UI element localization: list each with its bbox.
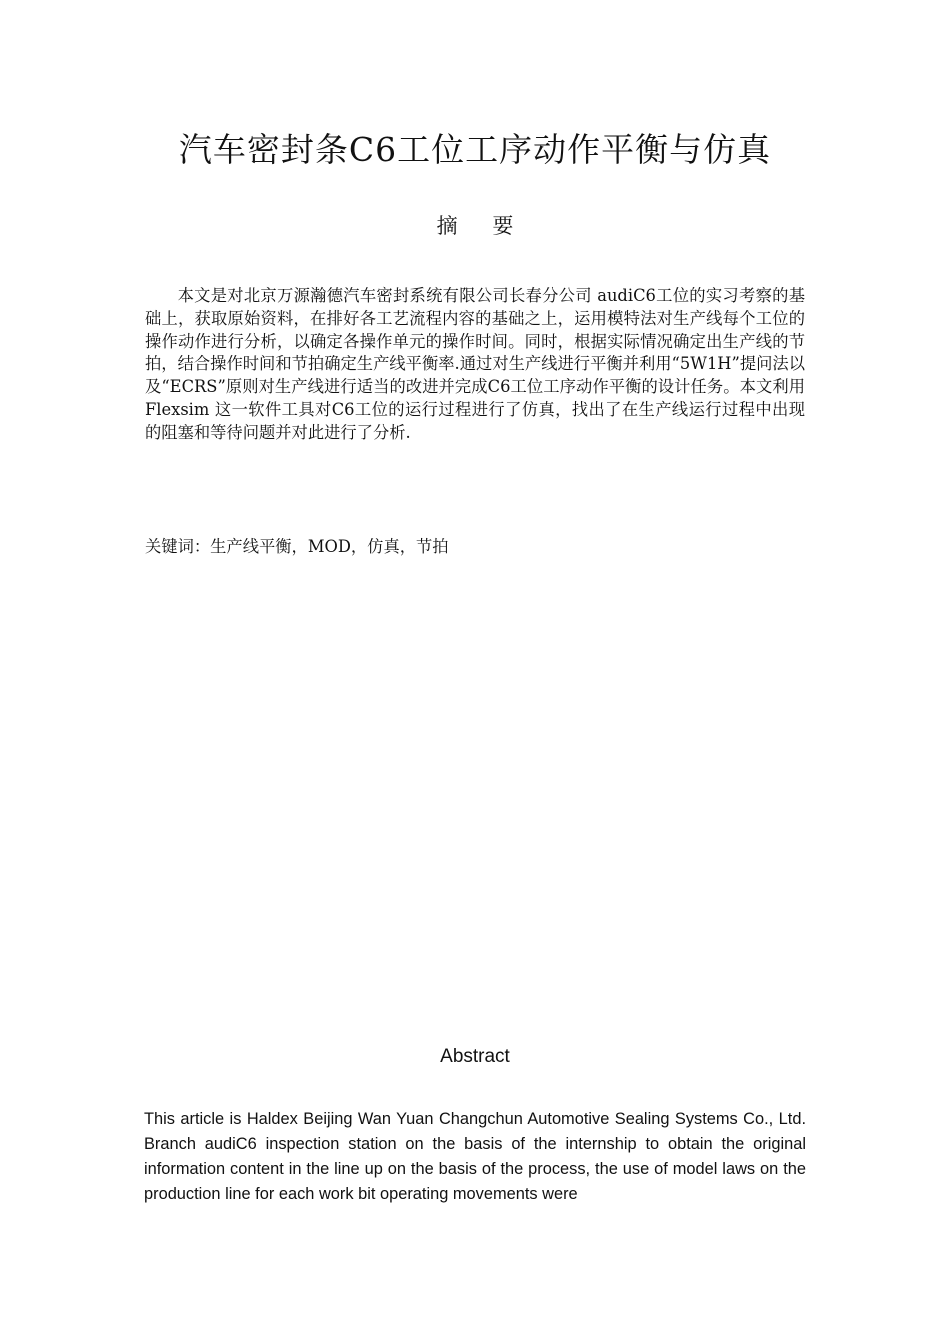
abstract-body-chinese: 本文是对北京万源瀚德汽车密封系统有限公司长春分公司 audiC6工位的实习考察的基础上，获取原始资料，在排好各工艺流程内容的基础之上，运用模特法对生产线每个工位的操作动作进行分析，以确定各操作单元的操作时间。同时，根据实际情况确定出生产线的节拍，结合操作时间和节拍确定生产线平衡率.通过对生产线进行平衡并利用“5W1H”提问法以及“ECRS”原则对生产线进行适当的改进并完成C6工位工序动作平衡的设计任务。本文利用Flexsim 这一软件工具对C6工位的运行过程进行了仿真，找出了在生产线运行过程中出现的阻塞和等待问题并对此进行了分析.: [145, 286, 805, 442]
abstract-heading-english: Abstract: [440, 1046, 510, 1067]
keywords-chinese: 关键词：生产线平衡，MOD，仿真，节拍: [145, 537, 449, 556]
document-title: 汽车密封条C6工位工序动作平衡与仿真: [178, 130, 772, 169]
abstract-body-english: This article is Haldex Beijing Wan Yuan Changchun Automotive Sealing Systems Co., Ltd. Branch audiC6 inspection station on the basis of the internship to obtain the original information content in the line up on the basis of the process, the use of model laws on the production line for each work bit operating movements were: [144, 1110, 806, 1203]
abstract-heading-chinese: 摘 要: [436, 214, 528, 238]
